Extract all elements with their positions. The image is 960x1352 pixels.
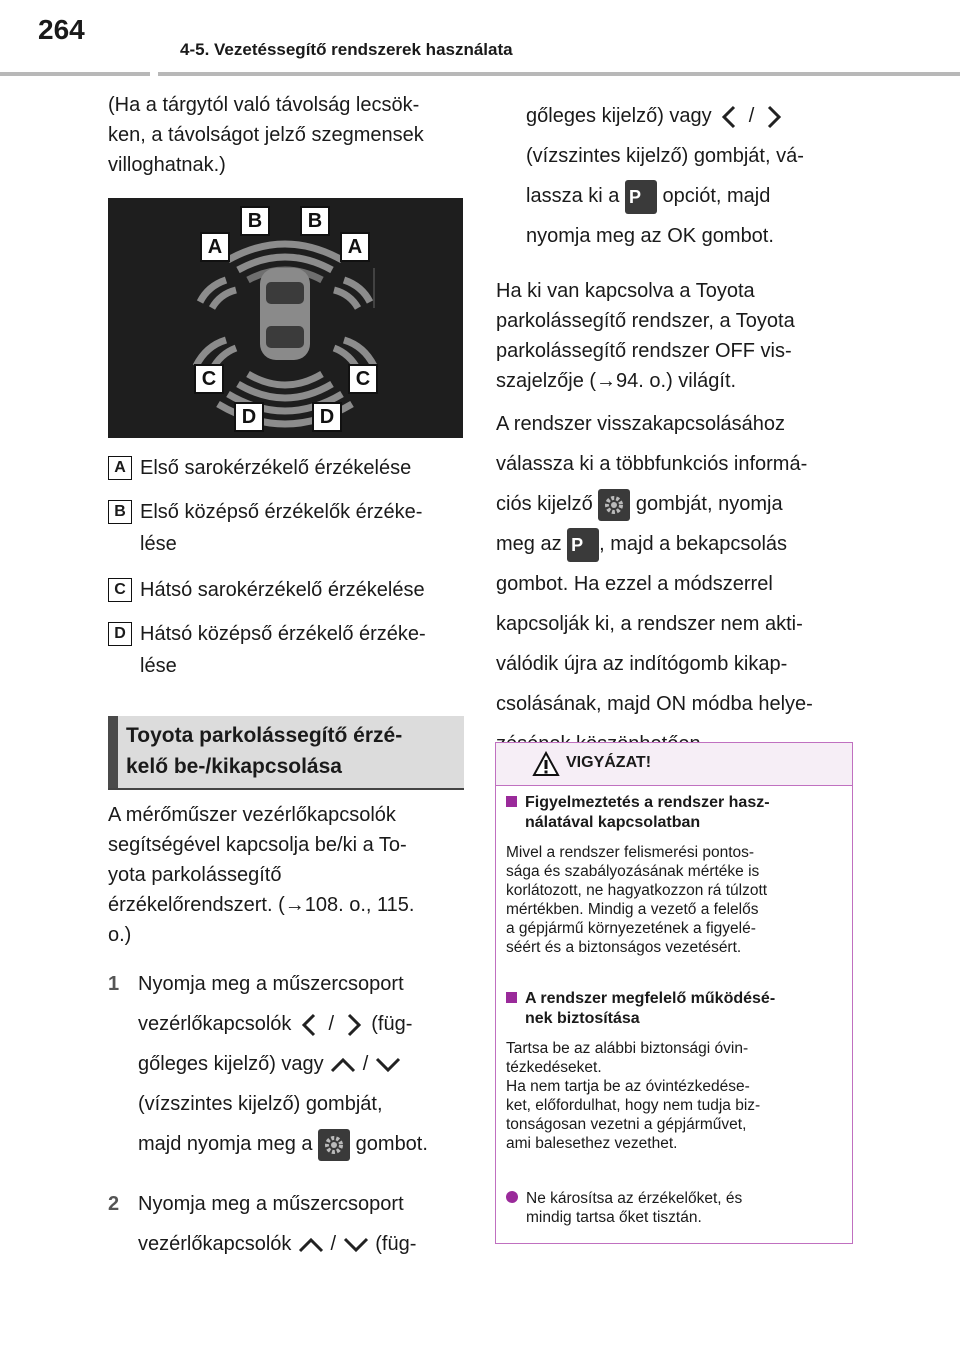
chevron-up-icon bbox=[297, 1235, 325, 1255]
step-1-number: 1 bbox=[108, 973, 120, 995]
round-bullet-icon bbox=[506, 1191, 518, 1203]
chevron-right-icon bbox=[340, 1012, 366, 1038]
chevron-down-icon bbox=[342, 1235, 370, 1255]
section-paragraph: A mérőműszer vezérlőkapcsolók segítségével kapcsolja be/ki a To- yota parkolássegítő érzékelőrendszert. (→108. o., 115. o.) bbox=[108, 804, 415, 946]
chevron-left-icon bbox=[297, 1012, 323, 1038]
off-indicator-paragraph: Ha ki van kapcsolva a Toyota parkolássegítő rendszer, a Toyota parkolássegítő rendszer OFF vis- szajelzője (→94. o.) világít. bbox=[496, 280, 795, 392]
caution-section-2: A rendszer megfelelő működésé- nek biztosítása Tartsa be az alábbi biztonsági óvin- tézkedéseket. Ha nem tartja be az óvintézkedése- ket, előfordulhat, hogy nem tudja biz- tonságosan vezetni a gépjárművet, ami balesethez vezethet. bbox=[506, 990, 776, 1152]
chevron-down-icon bbox=[374, 1055, 402, 1075]
label-d-left: D bbox=[234, 402, 264, 432]
step-1: 1 Nyomja meg a műszercsoport vezérlőkapcsolók / (füg- gőleges kijelző) vagy / (vízszintes kijelző) gombját, majd nyomja meg a gombot. bbox=[108, 964, 466, 1164]
legend-item-a: A Első sarokérzékelő érzékelése bbox=[108, 452, 468, 484]
step-2-continuation: gőleges kijelző) vagy / (vízszintes kijelző) gombját, vá- lassza ki a P opciót, majd nyomja meg az OK gombot. bbox=[526, 105, 804, 247]
legend-item-b: B Első középső érzékelők érzéke- lése bbox=[108, 496, 468, 560]
square-bullet-icon bbox=[506, 796, 517, 807]
chevron-left-icon bbox=[717, 104, 743, 130]
label-c-left: C bbox=[194, 364, 224, 394]
chevron-right-icon bbox=[760, 104, 786, 130]
ok-button-symbol: OK bbox=[667, 225, 697, 247]
label-a-left: A bbox=[200, 232, 230, 262]
caution-section-1: Figyelmeztetés a rendszer hasz- nálatával kapcsolatban Mivel a rendszer felismerési pontos- sága és szabályozásának mértéke is korlátozott, ne hagyatkozzon rá túlzott mértékben. Mindig a vezető a felelős a gépjármű környezetének a figyelé- séért és a biztonságos vezetésért. bbox=[506, 794, 770, 956]
step-2-number: 2 bbox=[108, 1193, 120, 1215]
parking-sensor-icon: P bbox=[567, 528, 599, 562]
reactivate-paragraph: A rendszer visszakapcsolásához válassza ki a többfunkciós informá- ciós kijelző gombját, nyomja meg az P , majd a bekapcsolás gombot. Ha ezzel a módszerrel kapcsolják ki, a rendszer nem akti- válódik újra az indítógomb kikap- csolásának, majd ON módba helye- bbox=[496, 413, 813, 715]
chevron-up-icon bbox=[329, 1055, 357, 1075]
page-number: 264 bbox=[38, 14, 85, 45]
label-a-right: A bbox=[340, 232, 370, 262]
label-b-right: B bbox=[300, 206, 330, 236]
gear-icon bbox=[318, 1129, 350, 1161]
label-b-left: B bbox=[240, 206, 270, 236]
header-rule bbox=[158, 72, 960, 76]
caution-title: VIGYÁZAT! bbox=[566, 754, 652, 771]
parking-sensor-icon: P bbox=[625, 180, 657, 214]
square-bullet-icon bbox=[506, 992, 517, 1003]
label-d-right: D bbox=[312, 402, 342, 432]
header-rule-left bbox=[0, 72, 150, 76]
legend-item-c: C Hátsó sarokérzékelő érzékelése bbox=[108, 574, 468, 606]
caution-box bbox=[495, 742, 853, 1244]
section-heading-bar bbox=[108, 716, 118, 788]
legend-item-d: D Hátsó középső érzékelő érzéke- lése bbox=[108, 618, 468, 682]
caution-bullet: Ne károsítsa az érzékelőket, és mindig tartsa őket tisztán. bbox=[506, 1189, 842, 1227]
step-2: 2 Nyomja meg a műszercsoport vezérlőkapcsolók / (füg- bbox=[108, 1184, 466, 1264]
chapter-title: 4-5. Vezetéssegítő rendszerek használata bbox=[180, 40, 513, 59]
caution-header bbox=[496, 743, 852, 786]
section-heading: Toyota parkolássegítő érzé- kelő be-/kikapcsolása bbox=[108, 716, 464, 790]
intro-paragraph: (Ha a tárgytól való távolság lecsök- ken, a távolságot jelző szegmensek villoghatnak.) bbox=[108, 94, 424, 176]
sensor-diagram bbox=[108, 198, 463, 438]
gear-icon bbox=[598, 489, 630, 521]
parking-sensor-illustration bbox=[108, 198, 463, 438]
label-c-right: C bbox=[348, 364, 378, 394]
warning-triangle-icon bbox=[532, 751, 560, 777]
